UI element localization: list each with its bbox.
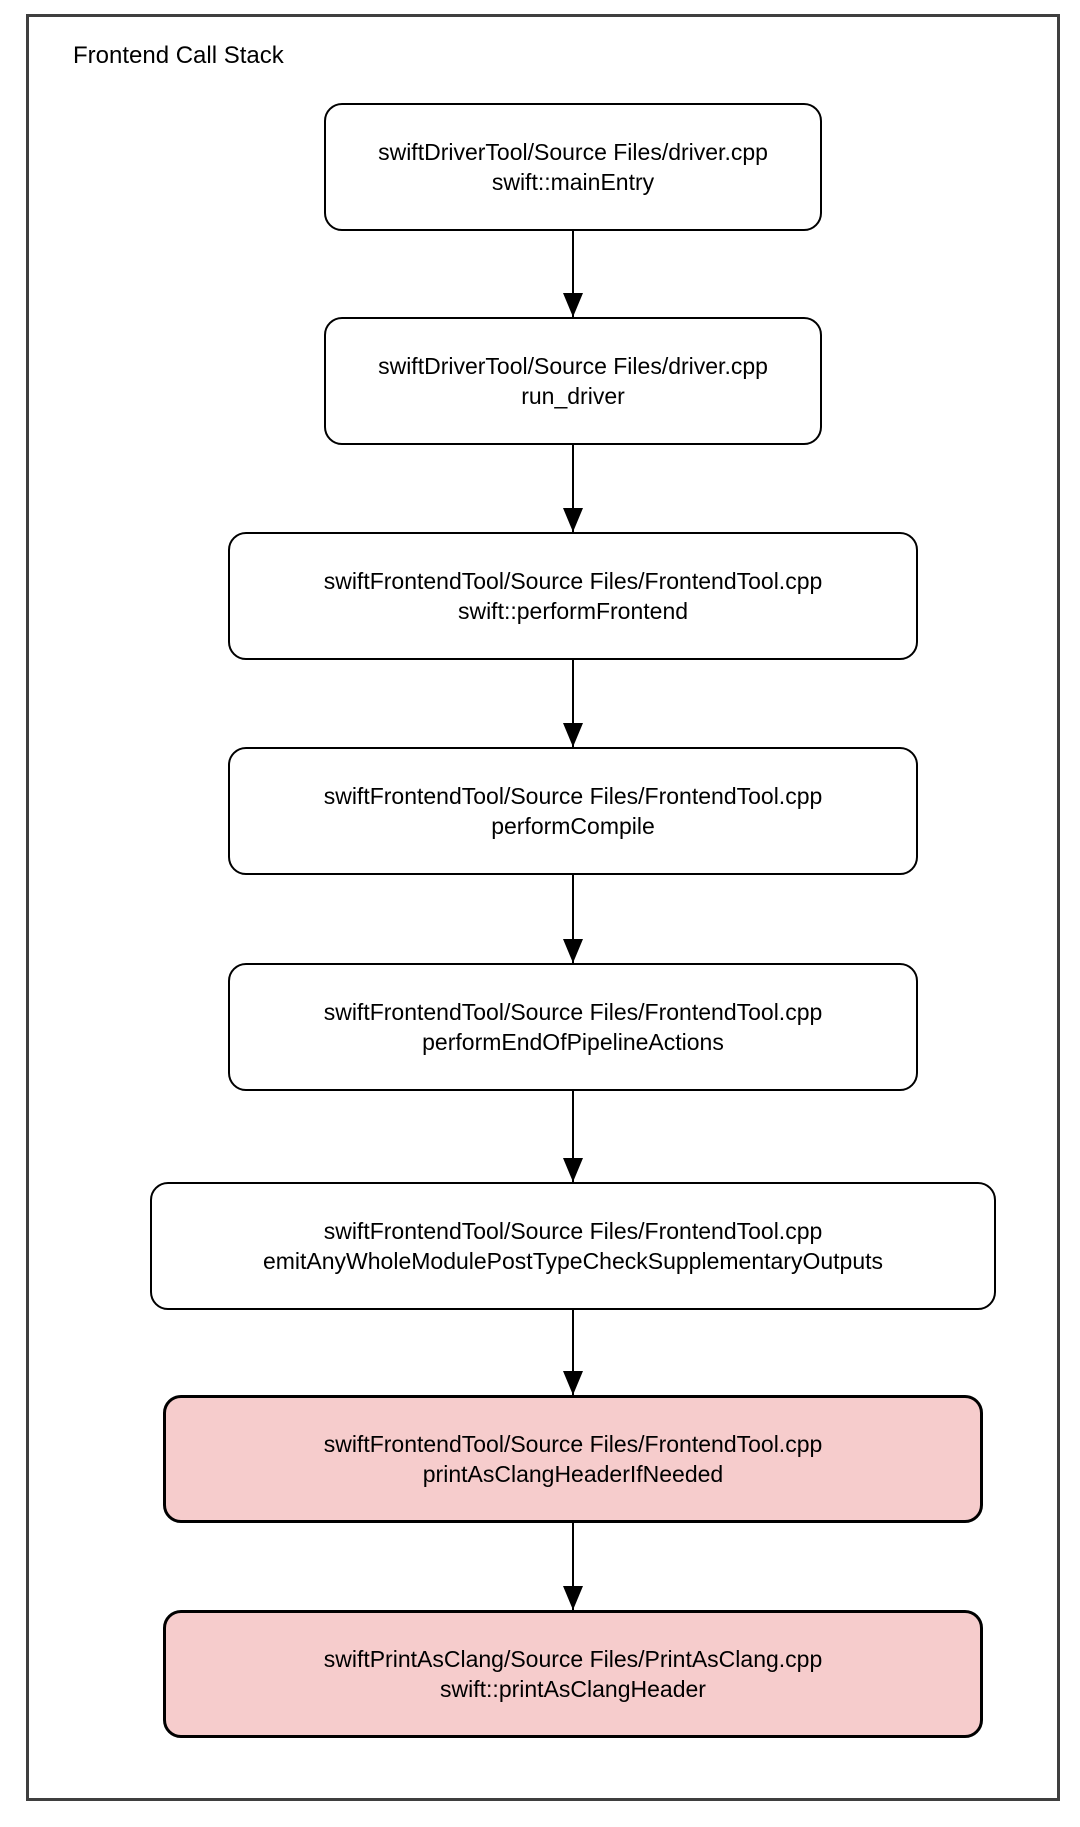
diagram-title: Frontend Call Stack [73, 42, 284, 69]
flow-arrow [563, 445, 583, 532]
node-file-label: swiftDriverTool/Source Files/driver.cpp [378, 139, 768, 165]
arrow-down-icon [563, 1586, 583, 1610]
flow-arrow [563, 1091, 583, 1182]
arrow-down-icon [563, 1371, 583, 1395]
flow-node-emitanywholemodulepost [150, 1182, 996, 1310]
node-file-label: swiftFrontendTool/Source Files/FrontendTool.cpp [323, 783, 823, 809]
node-function-label: swift::mainEntry [491, 169, 655, 195]
arrow-down-icon [563, 293, 583, 317]
node-file-label: swiftFrontendTool/Source Files/FrontendTool.cpp [323, 1218, 823, 1244]
node-function-label: run_driver [521, 383, 625, 409]
node-function-label: emitAnyWholeModulePostTypeCheckSupplementaryOutputs [262, 1248, 884, 1274]
arrow-down-icon [563, 1158, 583, 1182]
node-file-label: swiftFrontendTool/Source Files/FrontendTool.cpp [323, 568, 823, 594]
flow-arrow [563, 875, 583, 963]
flow-node-performendofpipelineactions [228, 963, 918, 1091]
arrow-down-icon [563, 939, 583, 963]
flow-arrow [563, 1523, 583, 1610]
node-function-label: swift::performFrontend [457, 598, 689, 624]
node-function-label: performEndOfPipelineActions [422, 1029, 724, 1055]
flow-node-performcompile [228, 747, 918, 875]
node-file-label: swiftPrintAsClang/Source Files/PrintAsClang.cpp [323, 1646, 823, 1672]
flow-arrow [563, 231, 583, 317]
node-file-label: swiftFrontendTool/Source Files/FrontendTool.cpp [323, 1431, 823, 1457]
flow-node-swift-printasclangheader [163, 1610, 983, 1738]
node-function-label: swift::printAsClangHeader [440, 1676, 706, 1702]
flow-arrow [563, 660, 583, 747]
diagram-frame [26, 14, 1060, 1801]
node-function-label: performCompile [491, 813, 655, 839]
flow-node-swift-mainentry [324, 103, 822, 231]
node-file-label: swiftDriverTool/Source Files/driver.cpp [378, 353, 768, 379]
flow-node-performfrontend [228, 532, 918, 660]
arrow-down-icon [563, 508, 583, 532]
arrow-down-icon [563, 723, 583, 747]
node-file-label: swiftFrontendTool/Source Files/FrontendTool.cpp [323, 999, 823, 1025]
node-function-label: printAsClangHeaderIfNeeded [422, 1461, 724, 1487]
flow-arrow [563, 1310, 583, 1395]
flow-node-run-driver [324, 317, 822, 445]
flow-node-printasclangheaderifneeded [163, 1395, 983, 1523]
